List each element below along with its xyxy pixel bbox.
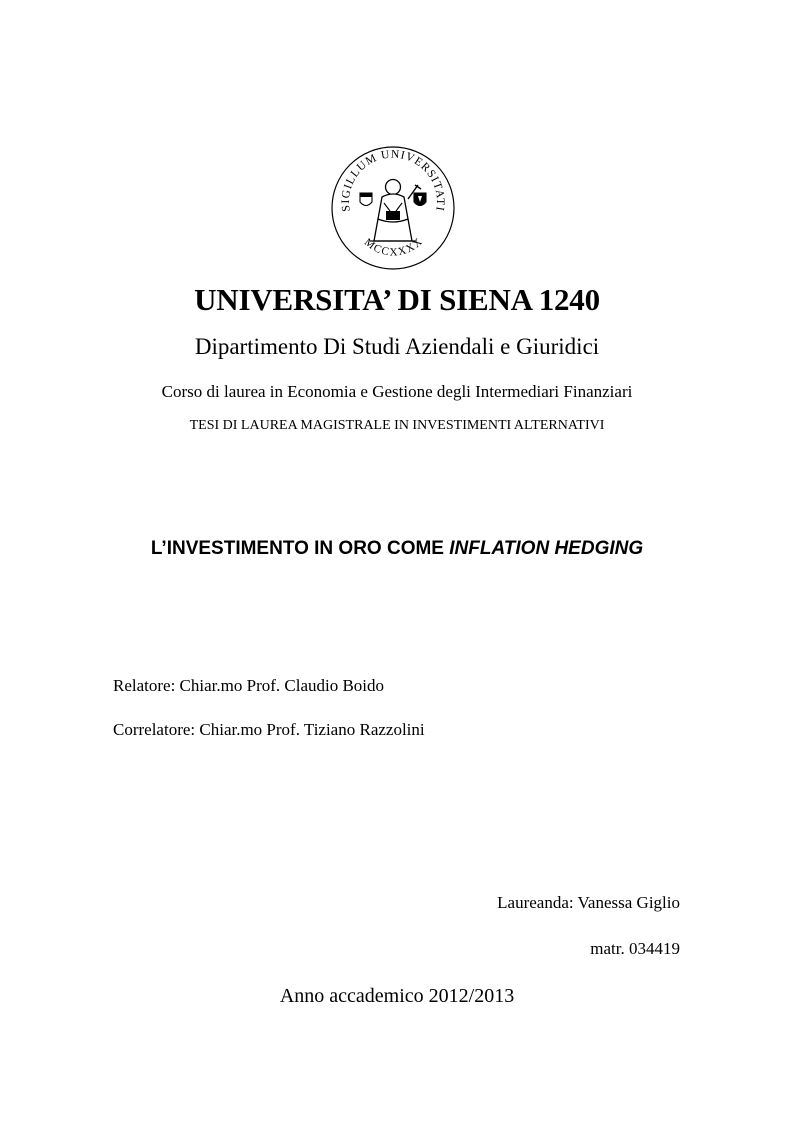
thesis-title-prefix: L’INVESTIMENTO IN ORO COME — [150, 538, 450, 559]
student-name-line: Laureanda: Vanessa Giglio — [497, 893, 680, 912]
department-name: Dipartimento Di Studi Aziendali e Giuridici — [194, 334, 600, 359]
academic-year: Anno accademico 2012/2013 — [279, 985, 515, 1007]
student-matricola-line: matr. 034419 — [590, 939, 680, 958]
svg-text:MCCXXXX — [362, 235, 426, 259]
seal-year: MCCXXXX — [361, 235, 426, 259]
university-name: UNIVERSITA’ DI SIENA 1240 — [194, 282, 600, 317]
relatore-line: Relatore: Chiar.mo Prof. Claudio Boido — [113, 676, 385, 695]
seal-motto: SIGILLUM UNIVERSITATI — [339, 148, 447, 213]
thesis-title-italic: INFLATION HEDGING — [449, 538, 644, 559]
thesis-title — [0, 538, 794, 560]
university-seal-icon — [330, 145, 456, 271]
thesis-type: TESI DI LAUREA MAGISTRALE IN INVESTIMENTI ALTERNATIVI — [189, 418, 605, 433]
course-name: Corso di laurea in Economia e Gestione degli Intermediari Finanziari — [161, 382, 633, 401]
correlatore-line: Correlatore: Chiar.mo Prof. Tiziano Razzolini — [113, 720, 425, 739]
